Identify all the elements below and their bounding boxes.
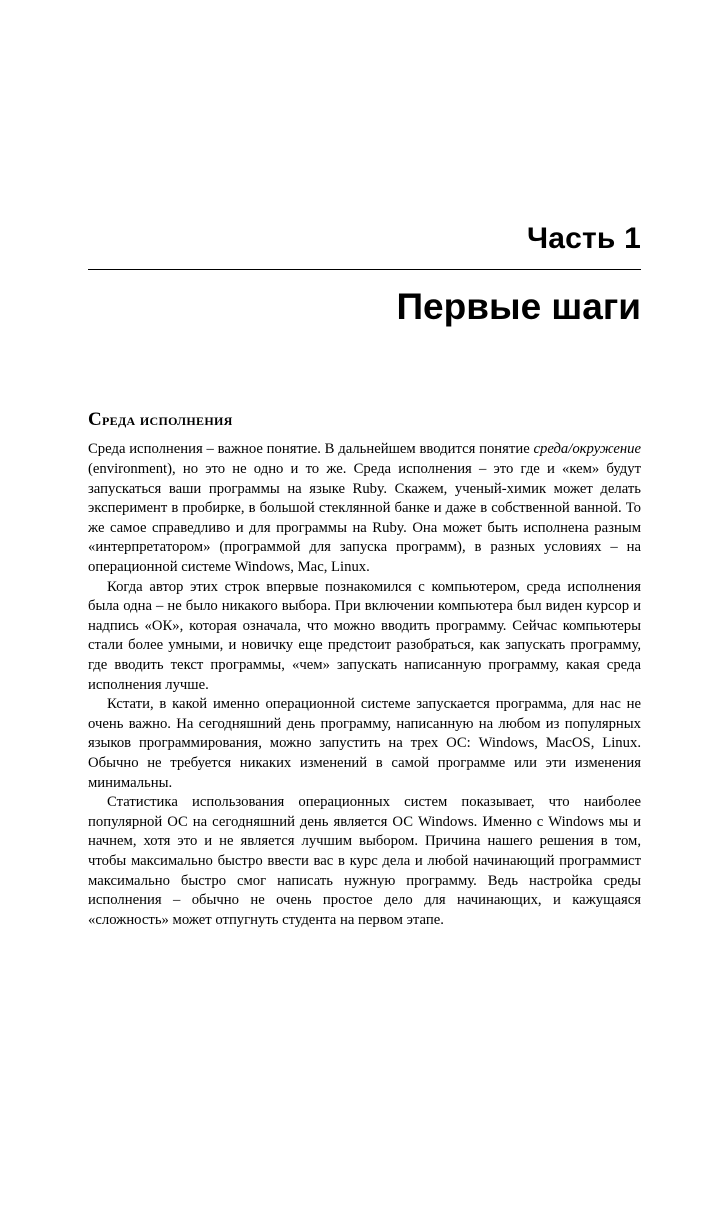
- part-divider: [88, 269, 641, 270]
- part-title: Первые шаги: [396, 286, 641, 327]
- section-heading-initial: С: [88, 409, 103, 431]
- paragraph-1-text: Среда исполнения – важное понятие. В дальнейшем вводится понятие среда/окружение (environment), но это не одно и то же. Среда исполнения – это где и «кем» будут запускаться ваши программы на языке Ruby. Скажем, ученый-химик может делать эксперимент в пробирке, в большой стеклянной банке и даже в собственной ванной. То же самое справедливо и для программы на Ruby. Она может быть исполнена разным «интерпретатором» (программой для запуска программ), в разных условиях – на операционной системе Windows, Mac, Linux.: [88, 441, 641, 575]
- body-text: [88, 440, 641, 930]
- paragraph-1: [88, 440, 641, 577]
- paragraph-3-text: Кстати, в какой именно операционной системе запускается программа, для нас не очень важно. На сегодняшний день программу, написанную на любом из популярных языков программирования, можно запустить на трех ОС: Windows, MacOS, Linux. Обычно не требуется никаких изменений в самой программе или эти изменения минимальны.: [88, 696, 641, 791]
- paragraph-2: [88, 578, 641, 696]
- book-page: [0, 222, 703, 1223]
- paragraph-4-text: Статистика использования операционных систем показывает, что наиболее популярной ОС на сегодняшний день является ОС Windows. Именно с Windows мы и начнем, хотя это и не является лучшим выбором. Причина нашего решения в том, чтобы максимально быстро ввести вас в курс дела и любой начинающий программист максимально быстро смог написать нужную программу. Ведь настройка среды исполнения – обычно не очень простое дело для начинающих, и кажущаяся «сложность» может отпугнуть студента на первом этапе.: [88, 794, 641, 928]
- part-number: Часть 1: [526, 222, 641, 255]
- part-header: [88, 222, 641, 327]
- paragraph-3: [88, 695, 641, 793]
- paragraph-4: [88, 793, 641, 930]
- section-heading-text: реда исполнения: [102, 410, 233, 430]
- emphasized-term: среда/окружение: [533, 441, 641, 458]
- paragraph-2-text: Когда автор этих строк впервые познакомился с компьютером, среда исполнения была одна – не было никакого выбора. При включении компьютера был виден курсор и надпись «ОК», которая означала, что можно вводить программу. Сейчас компьютеры стали более умными, и новичку еще предстоит разобраться, как запускать программу, где вводить текст программы, «чем» запускать написанную программу, какая среда исполнения лучше.: [88, 578, 641, 693]
- section-heading: [88, 409, 641, 431]
